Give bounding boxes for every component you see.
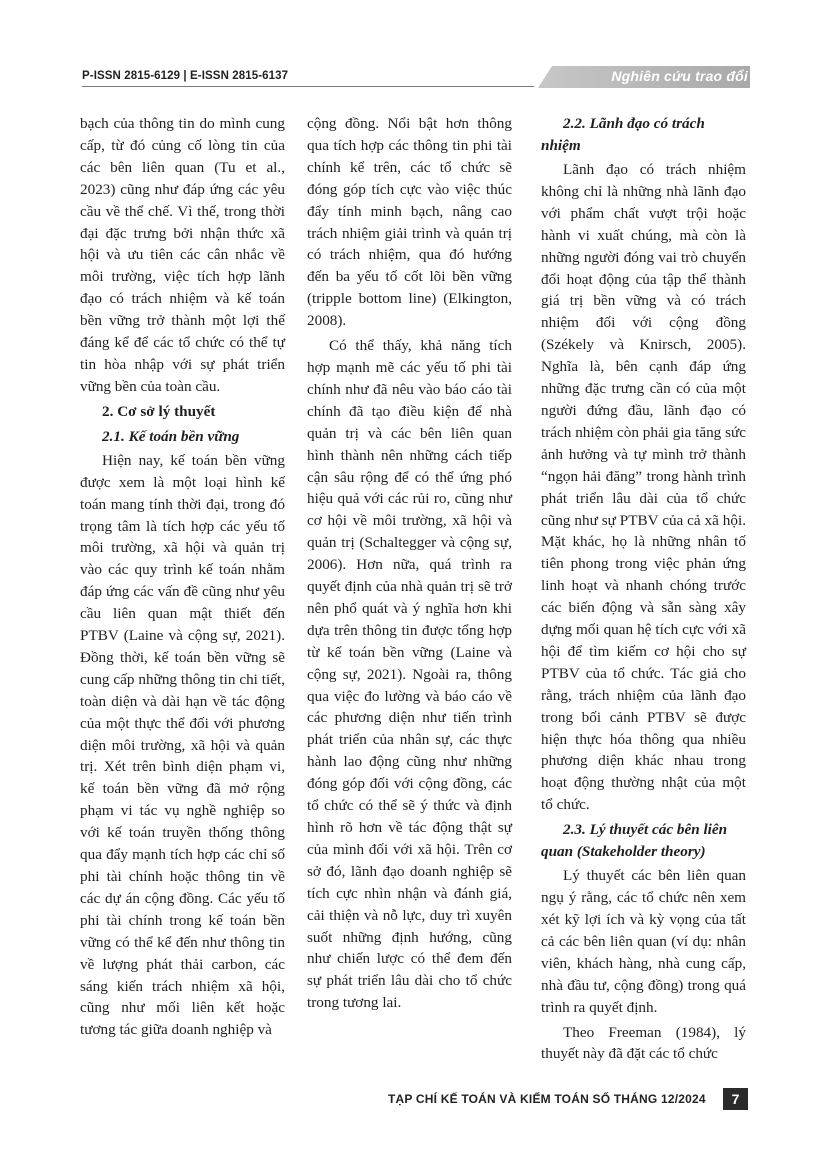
footer-journal-title: TẠP CHÍ KẾ TOÁN VÀ KIỂM TOÁN SỐ THÁNG 12/2024 [388,1092,706,1106]
paragraph: Theo Freeman (1984), lý thuyết này đã đặt các tổ chức [541,1023,746,1063]
header-rule [82,86,534,87]
section-heading: 2. Cơ sở lý thuyết [102,402,216,420]
text-column-1 [80,113,285,1041]
text-column-2 [307,113,512,1014]
header-issn: P-ISSN 2815-6129 | E-ISSN 2815-6137 [82,70,289,82]
header-section-title: Nghiên cứu trao đổi [611,68,748,84]
subsection-heading: 2.2. Lãnh đạo có trách nhiệm [541,115,705,154]
paragraph: Lý thuyết các bên liên quan ngụ ý rằng, các tổ chức nên xem xét kỹ lợi ích và kỳ vọng của tất cả các bên liên quan (ví dụ: nhân viên, khách hàng, nhà cung cấp, nhà đầu tư, cộng đồng) trong quá trình ra quyết định. [541,867,746,1016]
subsection-heading: 2.3. Lý thuyết các bên liên quan (Stakeholder theory) [541,821,728,861]
text-column-3 [541,113,746,1065]
paragraph: cộng đồng. Nổi bật hơn thông qua tích hợp các thông tin phi tài chính kể trên, các tổ chức sẽ đóng góp tích cực vào việc thúc đẩy tính minh bạch, nâng cao trách nhiệm giải trình và quản trị có trách nhiệm, qua đó hướng đến ba yếu tố cốt lõi bền vững (tripple bottom line) (Elkington, 2008). [307,115,512,330]
page-number: 7 [723,1088,748,1110]
paragraph: Hiện nay, kế toán bền vững được xem là một loại hình kế toán mang tính thời đại, trong đó trọng tâm là tích hợp các yếu tố môi trường, xã hội và quản trị vào các quy trình kế toán nhằm đáp ứng các vấn đề cũng như yêu cầu liên quan mật thiết đến PTBV (Laine và cộng sự, 2021). Đồng thời, kế toán bền vững sẽ cung cấp những thông tin chi tiết, toàn diện và dài hạn về tác động của một thực thể đối với phương diện môi trường, xã hội và quản trị. Xét trên bình diện phạm vi, kế toán bền vững đã mở rộng phạm vi tác vụ nghề nghiệp so với kế toán truyền thống thông qua đẩy mạnh tích hợp các chỉ số phi tài chính hoặc thông tin về các dự án cộng đồng. Các yếu tố phi tài chính trong kế toán bền vững có thể kể đến như thông tin về lượng phát thải carbon, các sáng kiến trách nhiệm xã hội, cũng như mối liên kết hoặc tương tác giữa doanh nghiệp và [80,451,285,1039]
paragraph: Có thể thấy, khả năng tích hợp mạnh mẽ các yếu tố phi tài chính như đã nêu vào báo cáo tài chính đã tạo điều kiện để nhà quản trị và các bên liên quan hình thành nên những cách tiếp cận sâu rộng để có thể ứng phó hiệu quả với các rủi ro, cũng như cơ hội về môi trường, xã hội và quản trị (Schaltegger và cộng sự, 2006). Hơn nữa, quá trình ra quyết định của nhà quản trị sẽ trở nên phổ quát và ý nghĩa hơn khi dựa trên thông tin được tổng hợp từ kế toán bền vững (Laine và cộng sự, 2021). Ngoài ra, thông qua việc đo lường và báo cáo về các phương diện như tiến trình phát triển của nhân sự, các thực hành lao động cũng như những đóng góp đối với cộng đồng, các tổ chức có thể sẽ ý thức và định hình rõ hơn về tác động thật sự của mình đối với xã hội. Trên cơ sở đó, lãnh đạo doanh nghiệp sẽ tích cực nhìn nhận và đánh giá, cải thiện và nỗ lực, duy trì xuyên suốt những định hướng, cũng như chiến lược có thể đem đến sự phát triển lâu dài cho tổ chức trong tương lai. [307,337,512,1012]
paragraph: Lãnh đạo có trách nhiệm không chỉ là những nhà lãnh đạo với phẩm chất vượt trội hoặc hành vi xuất chúng, mà còn là những người đóng vai trò chuyển đổi hoạt động của tập thể thành giá trị bền vững và có trách nhiệm đối với cộng đồng (Székely và Knirsch, 2005). Nghĩa là, bên cạnh đáp ứng những đặc trưng cần có của một người đứng đầu, lãnh đạo có trách nhiệm còn phải gia tăng sức ảnh hưởng và tự mình trở thành “ngọn hải đăng” trong hành trình phát triển lâu dài của tổ chức cũng như sự PTBV của cả xã hội. Mặt khác, họ là những nhân tố tiên phong trong việc phản ứng linh hoạt và nhanh chóng trước các biến động và sẵn sàng xây dựng mối quan hệ tích cực với xã hội để tìm kiếm cơ hội cho sự PTBV của tổ chức. Tác giả cho rằng, trách nhiệm của lãnh đạo trong bối cảnh PTBV sẽ được hiện thực hóa thông qua nhiều phương diện khác nhau trong hoạt động thường nhật của một tổ chức. [541,161,746,814]
paragraph: bạch của thông tin do mình cung cấp, từ đó củng cố lòng tin của các bên liên quan (Tu et al., 2023) cũng như đáp ứng các yêu cầu về thể chế. Vì thế, trong thời đại đặc trưng bởi nhận thức xã hội và ưu tiên các cân nhắc về môi trường, việc tích hợp lãnh đạo có trách nhiệm và kế toán bền vững trở thành một lợi thế đáng kể để các tổ chức có thể tự tin hòa nhập với sự phát triển vững bền của toàn cầu. [80,115,285,395]
subsection-heading: 2.1. Kế toán bền vững [102,427,240,445]
